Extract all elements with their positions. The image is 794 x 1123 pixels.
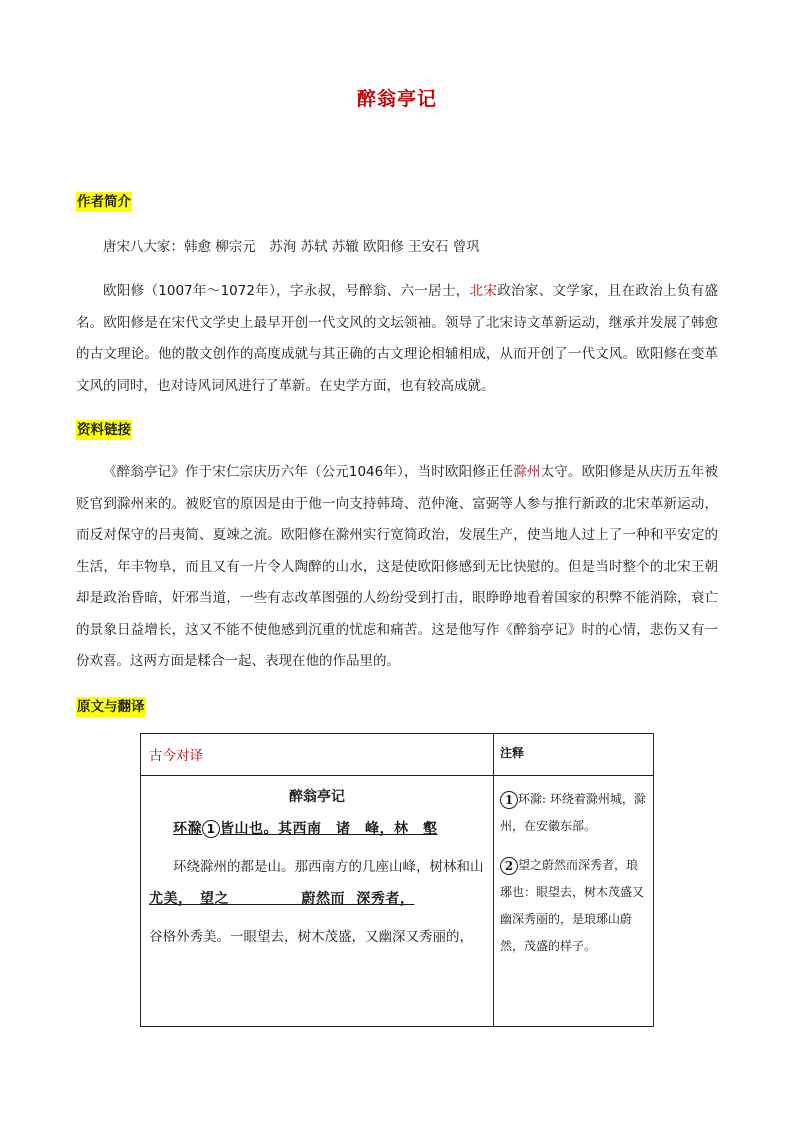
author-bio-paragraph xyxy=(76,276,718,402)
note-1-text: 环滁: 环绕着滁州城，滁州，在安徽东部。 xyxy=(500,792,646,833)
footnote-marker: 1 xyxy=(202,820,220,838)
bg-highlight: 滁州 xyxy=(513,464,541,480)
translation-line-1: 环绕滁州的都是山。那西南方的几座山峰，树林和山 xyxy=(173,859,484,875)
original-line-2: 尤美， 望之 蔚然而 深秀者， xyxy=(149,891,415,907)
orig-word: 环滁 xyxy=(173,821,202,837)
table-header-translation: 古今对译 xyxy=(141,734,494,776)
note-2 xyxy=(500,852,649,960)
essay-title: 醉翁亭记 xyxy=(289,789,345,805)
translation-table xyxy=(140,733,654,1027)
translation-cell xyxy=(141,776,494,1027)
note-2-marker: 2 xyxy=(500,857,518,875)
bg-text-2: 太守。欧阳修是从庆历五年被贬官到滁州来的。被贬官的原因是由于他一向支持韩琦、范仲淹、富弼等人参与推行新政的北宋革新运动，而反对保守的吕夷简、夏竦之流。欧阳修在滁州实行宽简政治，发展生产，使当地人过上了一种和平安定的生活，年丰物阜，而且又有一片令人陶醉的山水，这是使欧阳修感到无比快慰的。但是当时整个的北宋王朝却是政治昏暗，奸邪当道，一些有志改革图强的人纷纷受到打击，眼睁睁地看着国家的积弊不能消除，衰亡的景象日益增长，这又不能不使他感到沉重的忧虑和痛苦。这是他写作《醉翁亭记》时的心情，悲伤又有一份欢喜。这两方面是糅合一起、表现在他的作品里的。 xyxy=(76,464,719,669)
section-heading-background: 资料链接 xyxy=(77,422,131,438)
note-1-marker: 1 xyxy=(500,791,518,809)
background-paragraph xyxy=(76,457,718,678)
bio-text-2: 政治家、文学家，且在政治上负有盛名。欧阳修是在宋代文学史上最早开创一代文风的文坛领袖。领导了北宋诗文革新运动，继承并发展了韩愈的古文理论。他的散文创作的高度成就与其正确的古文理论相辅相成，从而开创了一代文风。欧阳修在变革文风的同时，也对诗风词风进行了革新。在史学方面，也有较高成就。 xyxy=(76,283,719,394)
section-heading-text: 原文与翻译 xyxy=(77,699,145,715)
notes-cell xyxy=(494,776,654,1027)
note-2-text: 望之蔚然而深秀者，琅琊也：眼望去，树木茂盛又幽深秀丽的，是琅琊山蔚然，茂盛的样子。 xyxy=(500,858,645,953)
document-title: 醉翁亭记 xyxy=(356,88,437,110)
orig-rest: 皆山也。其西南 诸 峰，林 壑 xyxy=(220,821,438,837)
bg-text-1: 《醉翁亭记》作于宋仁宗庆历六年（公元1046年），当时欧阳修正任 xyxy=(103,464,514,480)
table-header-notes: 注释 xyxy=(494,734,654,776)
translation-line-2: 谷格外秀美。一眼望去，树木茂盛，又幽深又秀丽的， xyxy=(149,929,473,945)
bio-highlight: 北宋 xyxy=(469,283,498,299)
author-list-line: 唐宋八大家：韩愈 柳宗元 苏洵 苏轼 苏辙 欧阳修 王安石 曾巩 xyxy=(103,239,480,255)
bio-text-1: 欧阳修（1007年～1072年），字永叔，号醉翁、六一居士， xyxy=(103,283,470,299)
section-heading-author: 作者简介 xyxy=(77,194,131,210)
note-1 xyxy=(500,786,649,840)
original-line-1 xyxy=(173,818,493,838)
